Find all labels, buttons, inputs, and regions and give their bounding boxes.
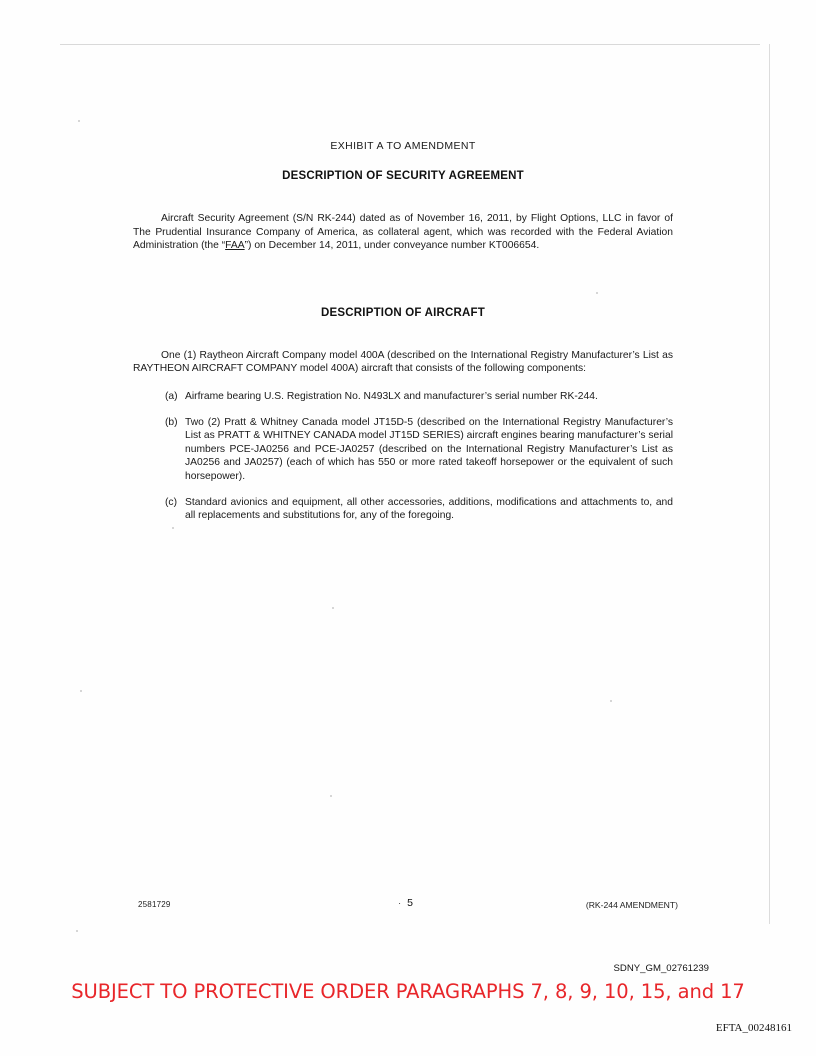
footer-page-dot: · [398,898,402,908]
list-item-text: Two (2) Pratt & Whitney Canada model JT15D-5 (described on the International Registry Manufacturer’s List as PRATT & WHITNEY CANADA model JT15D SERIES) aircraft engines bearing manufacturer’s serial numbers PCE-JA0256 and PCE-JA0257 (described on the International Registry Manufacturer’s List as JA0256 and JA0257) (each of which has 550 or more rated takeoff horsepower or the equivalent of such horsepower). [185,416,673,482]
list-item-marker: (a) [165,390,178,402]
aircraft-description-paragraph: One (1) Raytheon Aircraft Company model 400A (described on the International Registry Manufacturer’s List as RAYTHEON AIRCRAFT COMPANY model 400A) aircraft that consists of the following components: [133,349,673,375]
scan-speck [76,930,78,932]
scan-speck [610,700,612,702]
scan-speck [80,690,82,692]
scan-speck [330,795,332,797]
document-body [133,140,673,535]
faa-defined-term: FAA [225,240,245,252]
list-item [133,390,673,404]
security-agreement-text-part-1: Aircraft Security Agreement (S/N RK-244) dated as of November 16, 2011, by Flight Options, LLC in favor of The Prudential Insurance Company of America, as collateral agent, which was recorded with the Federal Aviation Administration (the “ [133,213,673,252]
page-number: 5 [407,897,413,909]
scan-edge-top [60,44,760,45]
section-heading-security-agreement: DESCRIPTION OF SECURITY AGREEMENT [282,170,524,182]
section-heading-aircraft-description: DESCRIPTION OF AIRCRAFT [321,306,485,319]
bates-number-efta: EFTA_00248161 [715,1022,792,1034]
list-item-marker: (b) [165,416,178,428]
list-item-text: Standard avionics and equipment, all other accessories, additions, modifications and attachments to, and all replacements and substitutions for, any of the foregoing. [185,496,673,522]
page-footer [133,897,678,914]
footer-amendment-label: (RK-244 AMENDMENT) [585,900,678,910]
scan-edge-right [769,44,770,924]
security-agreement-paragraph [133,212,673,253]
list-item-marker: (c) [165,496,178,508]
list-item [133,416,673,484]
list-item [133,496,673,523]
exhibit-title: EXHIBIT A TO AMENDMENT [330,140,476,152]
list-item-text: Airframe bearing U.S. Registration No. N493LX and manufacturer’s serial number RK-244. [185,390,598,402]
protective-order-stamp: SUBJECT TO PROTECTIVE ORDER PARAGRAPHS 7, 8, 9, 10, 15, and 17 [71,980,745,1003]
scan-speck [78,120,80,122]
security-agreement-text-part-2: ”) on December 14, 2011, under conveyance number KT006654. [244,240,540,252]
footer-document-number: 2581729 [138,900,171,909]
aircraft-components-list [133,390,673,523]
scan-speck [332,607,334,609]
bates-number-sdny: SDNY_GM_02761239 [613,963,709,974]
